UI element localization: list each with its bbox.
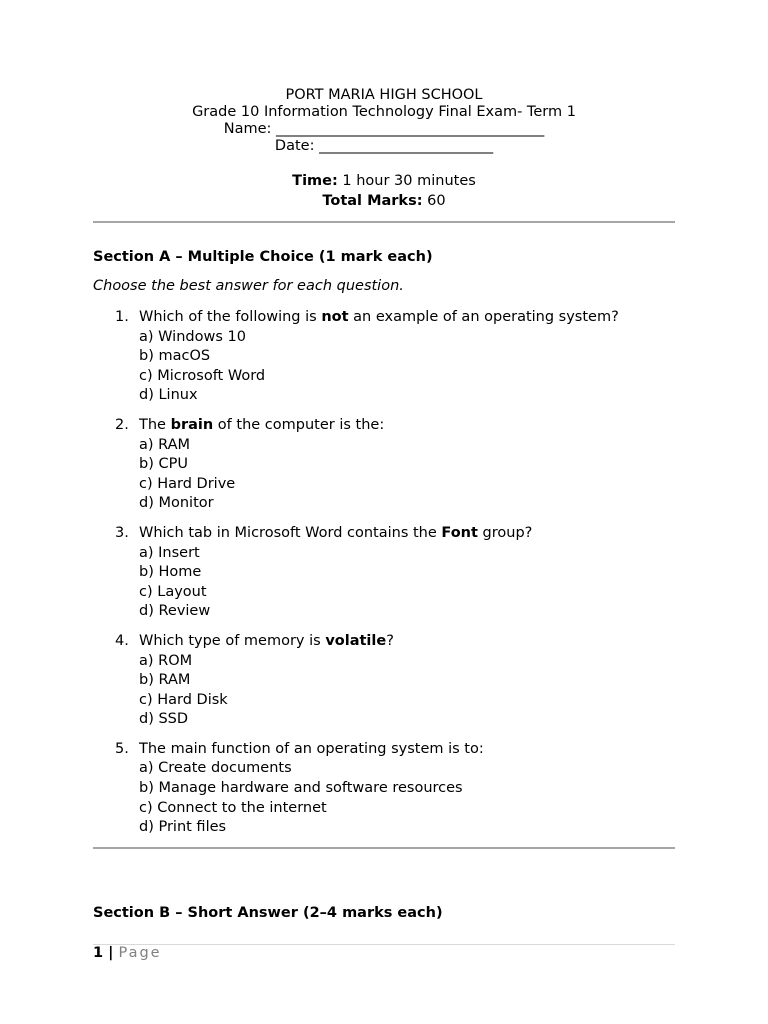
document-header	[93, 87, 675, 155]
option-a: a) Windows 10	[139, 328, 246, 345]
question-text-pre: Which type of memory is	[139, 632, 326, 649]
section-a-title: Section A – Multiple Choice (1 mark each)	[93, 249, 433, 265]
option-d: d) Linux	[139, 387, 198, 404]
option-a: a) ROM	[139, 652, 193, 669]
option-b: b) CPU	[139, 456, 188, 473]
option-a: a) Insert	[139, 544, 200, 561]
divider-bottom	[93, 847, 675, 849]
option-b: b) macOS	[139, 348, 211, 365]
question-text-bold: volatile	[325, 632, 387, 649]
question-text-pre: Which tab in Microsoft Word contains the	[139, 524, 442, 541]
date-line: Date: ________________________	[274, 138, 494, 154]
footer-divider	[93, 944, 675, 945]
section-a-instructions: Choose the best answer for each question.	[93, 278, 404, 294]
option-d: d) SSD	[139, 711, 189, 728]
option-a: a) Create documents	[139, 760, 292, 777]
question-text	[139, 740, 675, 760]
time-value: 1 hour 30 minutes	[337, 173, 476, 189]
question-2	[93, 416, 675, 514]
question-number: 4.	[115, 632, 129, 649]
marks-label: Total Marks:	[322, 193, 423, 209]
question-number: 5.	[115, 740, 129, 757]
page-footer	[93, 945, 162, 961]
question-text-post: of the computer is the:	[213, 416, 385, 433]
question-text-bold: not	[321, 309, 349, 325]
option-c: c) Hard Disk	[139, 691, 228, 708]
option-c: c) Microsoft Word	[139, 367, 266, 384]
question-text-post: group?	[477, 524, 533, 541]
question-text	[139, 308, 675, 328]
section-b-title: Section B – Short Answer (2–4 marks each)	[93, 905, 443, 921]
option-b: b) Manage hardware and software resources	[139, 780, 463, 797]
option-d: d) Monitor	[139, 495, 214, 512]
school-name: PORT MARIA HIGH SCHOOL	[285, 87, 483, 103]
question-text-post: an example of an operating system?	[348, 309, 619, 325]
option-c: c) Connect to the internet	[139, 799, 327, 816]
question-text	[139, 416, 675, 436]
time-label: Time:	[292, 173, 338, 189]
divider-top	[93, 221, 675, 223]
option-b: b) RAM	[139, 672, 191, 689]
question-text-bold: brain	[170, 416, 214, 433]
marks-value: 60	[422, 193, 446, 209]
question-text-post: ?	[386, 632, 394, 649]
question-3	[93, 524, 675, 622]
option-c: c) Hard Drive	[139, 475, 236, 492]
question-text	[139, 524, 675, 544]
time-row	[93, 171, 675, 191]
question-text	[139, 632, 675, 652]
option-a: a) RAM	[139, 436, 191, 453]
footer-separator: |	[103, 945, 119, 961]
question-1	[93, 308, 675, 406]
name-line: Name: _____________________________________	[223, 121, 545, 137]
option-d: d) Review	[139, 603, 211, 620]
page-number: 1	[93, 945, 104, 961]
question-number: 2.	[115, 416, 129, 433]
option-b: b) Home	[139, 564, 202, 581]
exam-meta	[93, 171, 675, 211]
option-c: c) Layout	[139, 583, 207, 600]
option-d: d) Print files	[139, 819, 227, 836]
question-text-pre: The	[139, 416, 171, 433]
marks-row	[93, 191, 675, 211]
question-text-pre: The main function of an operating system is to:	[139, 740, 484, 757]
question-4	[93, 632, 675, 730]
question-text-bold: Font	[441, 524, 478, 541]
page-label: Page	[118, 945, 162, 961]
question-5	[93, 740, 675, 838]
question-number: 1.	[115, 309, 129, 325]
question-text-pre: Which of the following is	[139, 309, 322, 325]
exam-title: Grade 10 Information Technology Final Exam- Term 1	[192, 104, 576, 120]
question-number: 3.	[115, 524, 129, 541]
question-list	[93, 308, 675, 848]
